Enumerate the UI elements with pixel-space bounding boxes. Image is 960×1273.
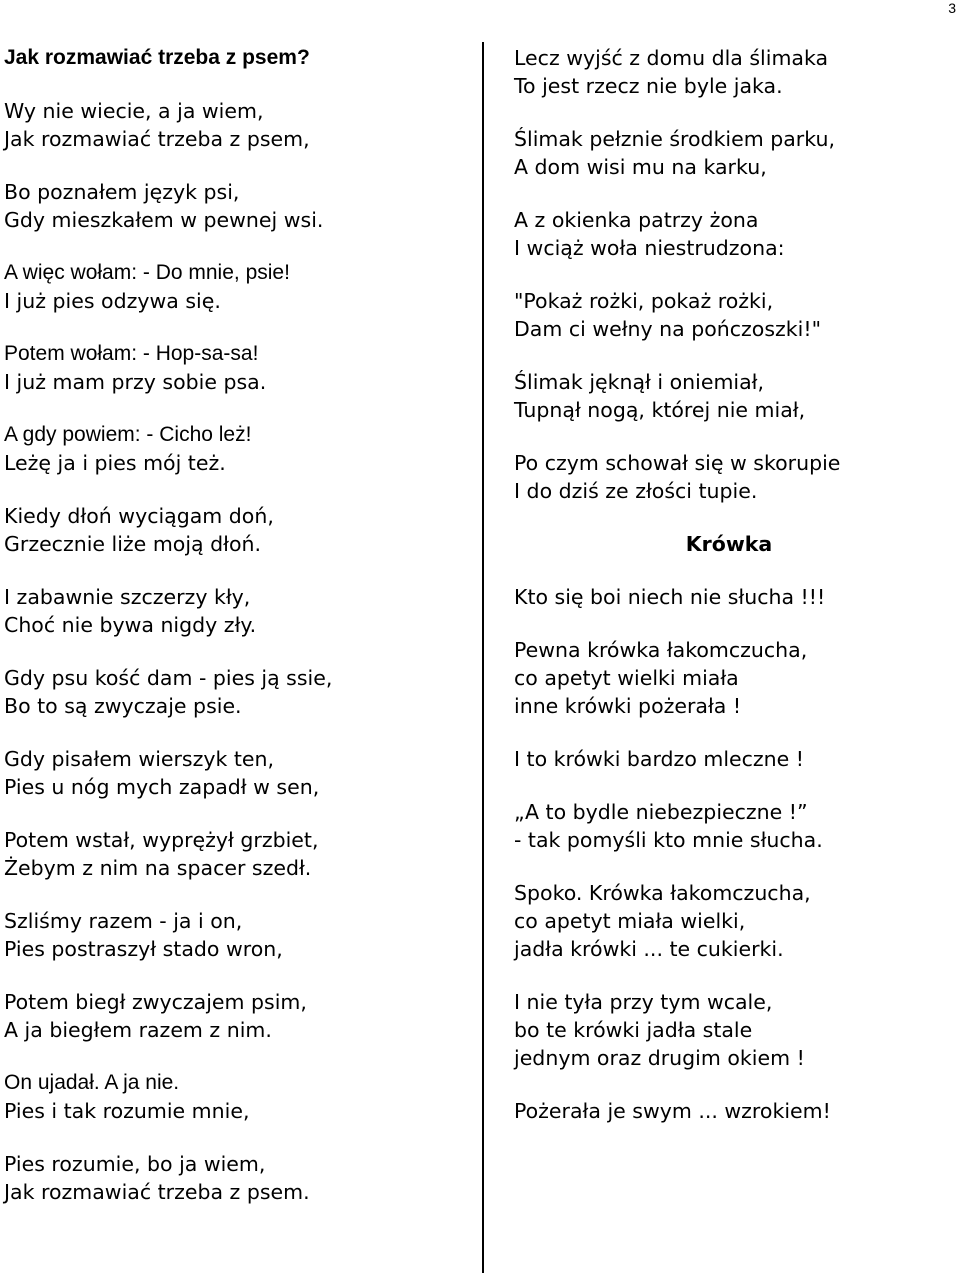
stanza-gap — [514, 505, 954, 530]
poem-line: Pożerała je swym ... wzrokiem! — [514, 1099, 831, 1123]
poem-line: Bo poznałem język psi, — [4, 180, 240, 204]
poem-line: Pies u nóg mych zapadł w sen, — [4, 775, 320, 799]
poem-line: „A to bydle niebezpieczne !” — [514, 800, 808, 824]
poem-line: Spoko. Krówka łakomczucha, — [514, 881, 811, 905]
poem-line: Tupnął nogą, której nie miał, — [514, 398, 806, 422]
poem-line: Potem wołam: - Hop-sa-sa! — [4, 342, 259, 365]
poem-line: On ujadał. A ja nie. — [4, 1071, 180, 1094]
poem-line: Kto się boi niech nie słucha !!! — [514, 585, 826, 609]
poem-line: Gdy pisałem wierszyk ten, — [4, 747, 275, 771]
stanza-gap — [4, 153, 474, 178]
poem-snail-section — [514, 44, 954, 505]
stanza-gap — [514, 1072, 954, 1097]
stanza-gap — [4, 396, 474, 421]
poem-line: Leżę ja i pies mój też. — [4, 451, 226, 475]
poem-line: jadła krówki ... te cukierki. — [514, 937, 784, 961]
poem-line: Pies i tak rozumie mnie, — [4, 1099, 250, 1123]
poem-line: bo te krówki jadła stale — [514, 1018, 753, 1042]
poem-line: Po czym schował się w skorupie — [514, 451, 841, 475]
stanza-gap — [514, 343, 954, 368]
poem-line: A gdy powiem: - Cicho leż! — [4, 423, 252, 446]
page-number: 3 — [948, 0, 956, 16]
stanza-gap — [514, 100, 954, 125]
stanza-gap — [4, 639, 474, 664]
poem-line: Kiedy dłoń wyciągam doń, — [4, 504, 274, 528]
poem-title-dog: Jak rozmawiać trzeba z psem? — [4, 46, 310, 69]
stanza-gap — [514, 773, 954, 798]
poem-line: A dom wisi mu na karku, — [514, 155, 767, 179]
stanza-gap — [4, 558, 474, 583]
poem-line: Szliśmy razem - ja i on, — [4, 909, 243, 933]
stanza-gap — [4, 234, 474, 259]
poem-line: Jak rozmawiać trzeba z psem, — [4, 127, 310, 151]
poem-line: A więc wołam: - Do mnie, psie! — [4, 261, 290, 284]
poem-line: To jest rzecz nie byle jaka. — [514, 74, 783, 98]
stanza-gap — [4, 72, 474, 97]
poem-line: Pies postraszył stado wron, — [4, 937, 283, 961]
poem-line: I już mam przy sobie psa. — [4, 370, 267, 394]
poem-line: Potem wstał, wyprężył grzbiet, — [4, 828, 319, 852]
stanza-gap — [4, 315, 474, 340]
poem-line: Ślimak jęknął i oniemiał, — [514, 370, 765, 394]
poem-line: A ja biegłem razem z nim. — [4, 1018, 272, 1042]
stanza-gap — [4, 1125, 474, 1150]
poem-line: Lecz wyjść z domu dla ślimaka — [514, 46, 829, 70]
poem-line: Pies rozumie, bo ja wiem, — [4, 1152, 266, 1176]
poem-line: Potem biegł zwyczajem psim, — [4, 990, 307, 1014]
stanza-gap — [4, 882, 474, 907]
poem-line: I już pies odzywa się. — [4, 289, 221, 313]
poem-line: I nie tyła przy tym wcale, — [514, 990, 773, 1014]
column-divider — [482, 42, 484, 1273]
poem-line: Gdy mieszkałem w pewnej wsi. — [4, 208, 324, 232]
stanza-gap — [514, 181, 954, 206]
stanza-gap — [514, 424, 954, 449]
poem-line: jednym oraz drugim okiem ! — [514, 1046, 805, 1070]
poem-title-krowka: Krówka — [685, 532, 773, 556]
poem-line: Gdy psu kość dam - pies ją ssie, — [4, 666, 333, 690]
poem-line: I zabawnie szczerzy kły, — [4, 585, 251, 609]
poem-left-column — [4, 44, 474, 1206]
stanza-gap — [4, 720, 474, 745]
stanza-gap — [514, 963, 954, 988]
stanza-gap — [514, 611, 954, 636]
poem-line: co apetyt miała wielki, — [514, 909, 746, 933]
poem-line: Bo to są zwyczaje psie. — [4, 694, 242, 718]
poem-line: Choć nie bywa nigdy zły. — [4, 613, 257, 637]
poem-line: Jak rozmawiać trzeba z psem. — [4, 1180, 310, 1204]
stanza-gap — [4, 1044, 474, 1069]
stanza-gap — [4, 801, 474, 826]
stanza-gap — [514, 558, 954, 583]
poem-right-column — [514, 44, 954, 1125]
poem-line: co apetyt wielki miała — [514, 666, 739, 690]
poem-line: A z okienka patrzy żona — [514, 208, 759, 232]
poem-line: - tak pomyśli kto mnie słucha. — [514, 828, 823, 852]
stanza-gap — [4, 477, 474, 502]
poem-line: Wy nie wiecie, a ja wiem, — [4, 99, 264, 123]
poem-line: I do dziś ze złości tupie. — [514, 479, 758, 503]
poem-krowka-section — [514, 583, 954, 1125]
poem-line: Dam ci wełny na pończoszki!" — [514, 317, 822, 341]
poem-line: I wciąż woła niestrudzona: — [514, 236, 785, 260]
poem-line: Żebym z nim na spacer szedł. — [4, 856, 312, 880]
stanza-gap — [514, 262, 954, 287]
stanza-gap — [514, 854, 954, 879]
poem-line: I to krówki bardzo mleczne ! — [514, 747, 805, 771]
stanza-gap — [514, 720, 954, 745]
poem-line: Ślimak pełznie środkiem parku, — [514, 127, 835, 151]
stanza-gap — [4, 963, 474, 988]
poem-line: Pewna krówka łakomczucha, — [514, 638, 808, 662]
poem-line: inne krówki pożerała ! — [514, 694, 742, 718]
poem-line: "Pokaż rożki, pokaż rożki, — [514, 289, 774, 313]
poem-line: Grzecznie liże moją dłoń. — [4, 532, 261, 556]
